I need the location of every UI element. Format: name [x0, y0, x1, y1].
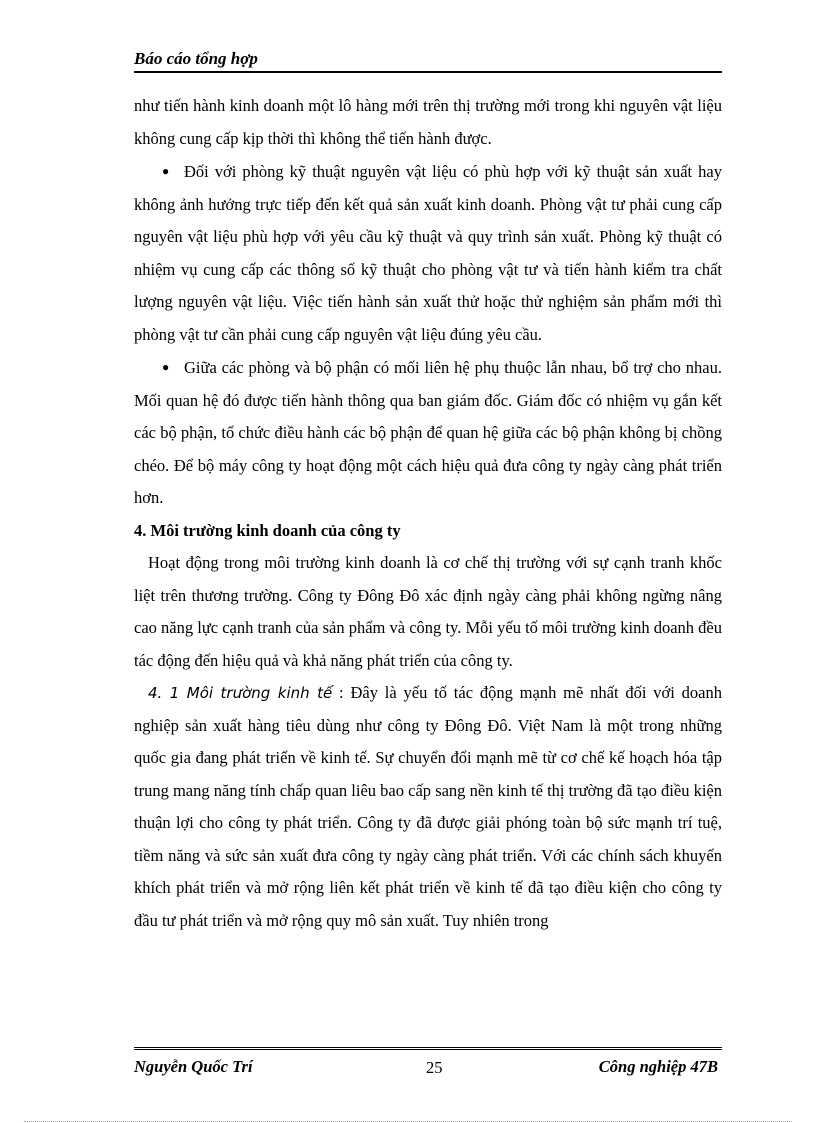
paragraph-environment: Hoạt động trong môi trường kinh doanh là cơ chế thị trường với sự cạnh tranh khốc liệt trên thương trường. Công ty Đông Đô xác định ngày càng phải không ngừng nâng cao năng lực cạnh tranh của sản phẩm và công ty. Mỗi yếu tố môi trường kinh doanh đều tác động đến hiệu quả và khả năng phát triển của công ty.: [134, 553, 722, 670]
subsection-title: 4. 1 Môi trường kinh tế: [148, 684, 333, 702]
page-footer: [134, 1047, 722, 1086]
bullet-icon: ●: [162, 360, 170, 374]
footer-author: Nguyễn Quốc Trí: [134, 1057, 253, 1076]
page-edge-divider: [24, 1121, 792, 1122]
bullet-item: [134, 351, 722, 515]
page-content: [134, 90, 722, 937]
page-number: 25: [426, 1058, 443, 1077]
footer-class: Công nghiệp 47B: [598, 1057, 718, 1076]
section-heading: 4. Môi trường kinh doanh của công ty: [134, 520, 401, 540]
bullet-text: Đối với phòng kỹ thuật nguyên vật liệu có phù hợp với kỹ thuật sản xuất hay không ảnh hưởng trực tiếp đến kết quả sản xuất kinh doanh. Phòng vật tư phải cung cấp nguyên vật liệu phù hợp với yêu cầu kỹ thuật và quy trình sản xuất. Phòng kỹ thuật có nhiệm vụ cung cấp các thông số kỹ thuật cho phòng vật tư và tiến hành kiểm tra chất lượng nguyên vật liệu. Việc tiến hành sản xuất thử hoặc thử nghiệm sản phẩm mới thì phòng vật tư cần phải cung cấp nguyên vật liệu đúng yêu cầu.: [134, 162, 722, 344]
page-header: [134, 49, 722, 73]
paragraph-continuation: như tiến hành kinh doanh một lô hàng mới trên thị trường mới trong khi nguyên vật liệu không cung cấp kịp thời thì không thể tiến hành được.: [134, 96, 722, 148]
bullet-item: [134, 155, 722, 351]
header-title: Báo cáo tổng hợp: [134, 49, 258, 68]
subsection-text: : Đây là yếu tố tác động mạnh mẽ nhất đối với doanh nghiệp sản xuất hàng tiêu dùng như công ty Đông Đô. Việt Nam là một trong những quốc gia đang phát triển về kinh tế. Sự chuyển đổi mạnh mẽ từ cơ chế kế hoạch hóa tập trung mang năng tính chấp quan liêu bao cấp sang nền kinh tế thị trường đã tạo điều kiện thuận lợi cho công ty phát triển. Công ty đã được giải phóng toàn bộ sức mạnh trí tuệ, tiềm năng và sức sản xuất đưa công ty ngày càng phát triển. Với các chính sách khuyến khích phát triển và mở rộng liên kết phát triển về kinh tế đã tạo điều kiện cho công ty đầu tư phát triển và mở rộng quy mô sản xuất. Tuy nhiên trong: [134, 683, 722, 930]
paragraph-economic: [134, 677, 722, 937]
bullet-text: Giữa các phòng và bộ phận có mối liên hệ phụ thuộc lẫn nhau, bổ trợ cho nhau. Mối quan hệ đó được tiến hành thông qua ban giám đốc. Giám đốc có nhiệm vụ gắn kết các bộ phận, tổ chức điều hành các bộ phận để quan hệ giữa các bộ phận không bị chồng chéo. Để bộ máy công ty hoạt động một cách hiệu quả đưa công ty ngày càng phát triển hơn.: [134, 358, 722, 507]
bullet-icon: ●: [162, 164, 170, 178]
